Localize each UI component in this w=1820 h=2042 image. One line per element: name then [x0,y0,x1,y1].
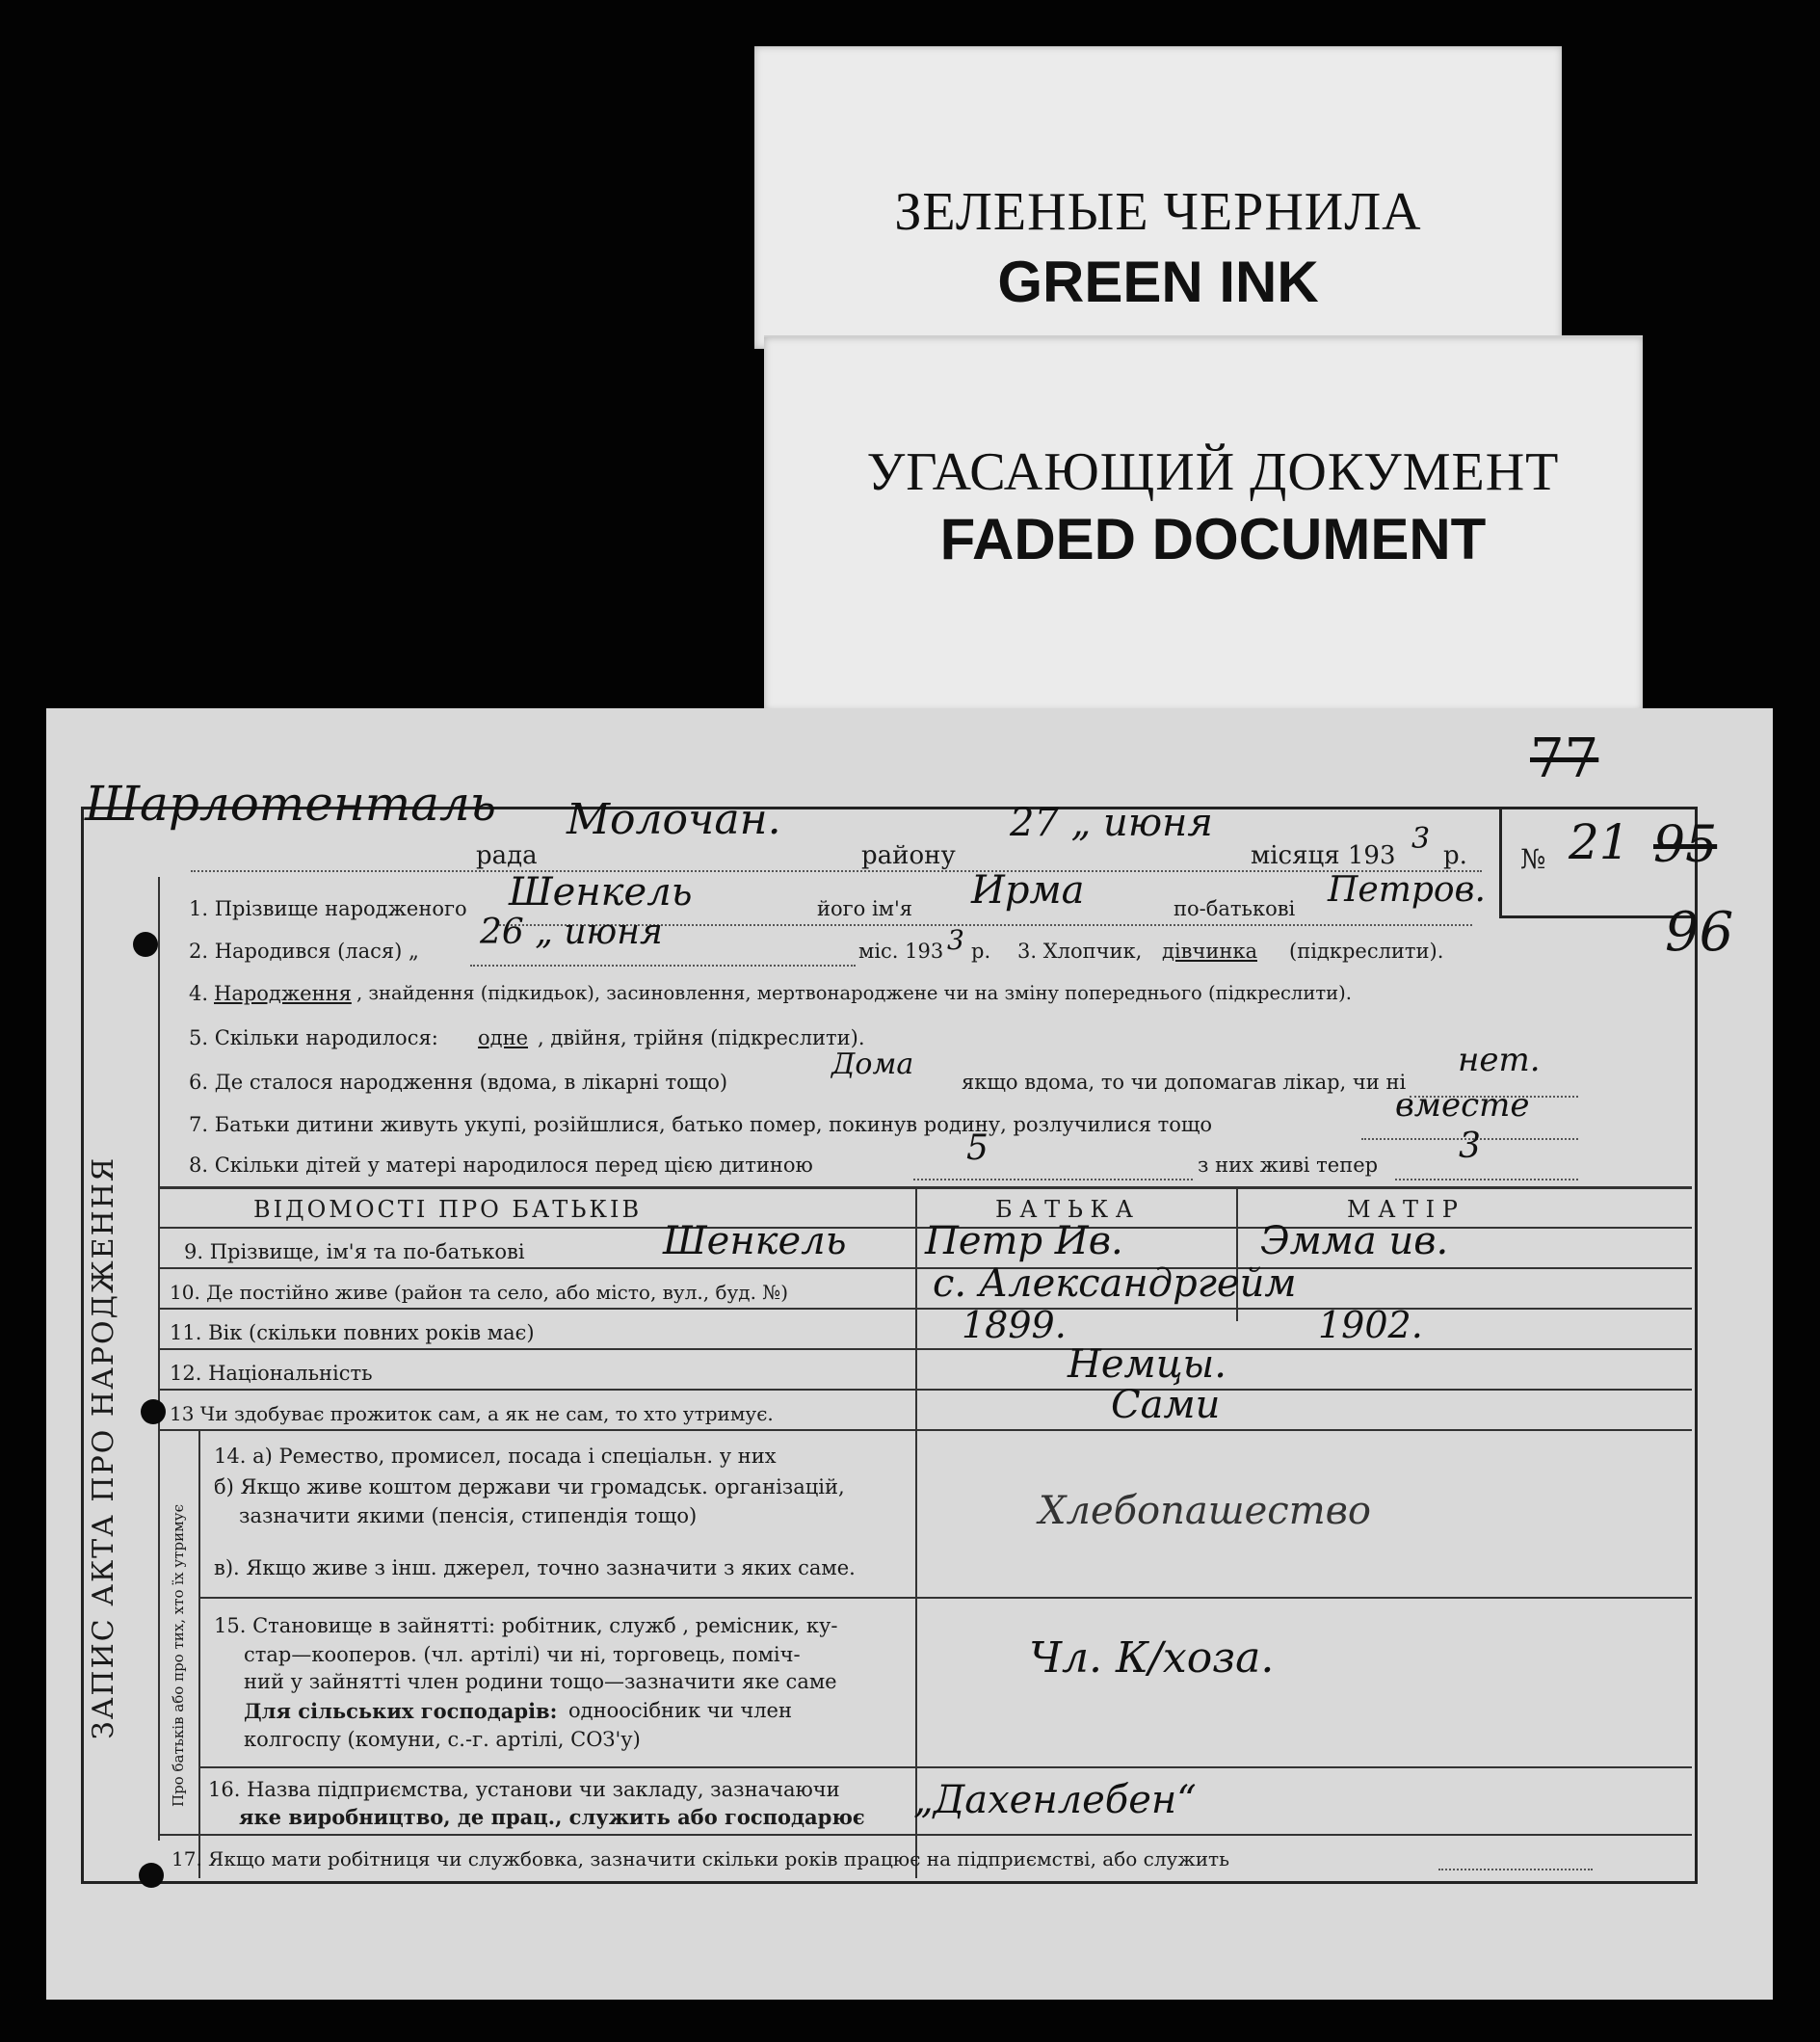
livelihood-value: Сами [1111,1383,1221,1427]
row17-underline [1438,1869,1593,1870]
row12-label: 12. Національність [170,1362,373,1385]
row6-label: 6. Де сталося народження (вдома, в лікарні тощо) [189,1071,728,1094]
row2-year-suffix: р. [971,940,991,963]
punch-hole [139,1863,164,1888]
row6-mid: якщо вдома, то чи допомагав лікар, чи ні [962,1071,1407,1094]
row5-single-underlined: одне [478,1026,528,1049]
faded-document-label-ru: УГАСАЮЩИЙ ДОКУМЕНТ [866,442,1560,502]
row16-2: яке виробництво, де прац., служить або господарює [239,1805,865,1829]
nationality-value: Немцы. [1068,1342,1227,1387]
child-patronymic: Петров. [1328,870,1486,910]
row15-3: ний у зайнятті член родини тощо—зазначити яке саме [244,1670,837,1693]
row4-birth-underlined: Народження [214,982,352,1005]
row9-line [158,1267,1692,1269]
row2-sex-suffix: (підкреслити). [1289,940,1444,963]
side-note: Про батьків або про тих, хто їх утримує [170,1504,187,1807]
row15-1: 15. Становище в зайнятті: робітник, служб , ремісник, ку- [214,1614,838,1637]
father-birth-year: 1899. [962,1304,1067,1346]
father-column-header: Б А Т Ь К А [995,1196,1133,1223]
parents-table-top [158,1186,1692,1189]
row14-line [198,1597,1692,1599]
row15-4b: одноосібник чи член [568,1699,792,1722]
faded-document-label-card [764,335,1643,711]
employment-status-value: Чл. К/хоза. [1029,1633,1275,1683]
row2-sex-prefix: 3. Хлопчик, [1017,940,1143,963]
rada-label: рада [476,841,538,870]
rayon-value: Молочан. [567,795,781,844]
row2-month-label: міс. 193 [858,940,944,963]
prior-children-count: 5 [966,1128,989,1168]
side-column-divider [158,877,160,1841]
parents-col-divider-1 [915,1186,917,1878]
header-underline [191,870,1482,872]
faded-document-label-en: FADED DOCUMENT [939,507,1487,571]
child-given-name: Ирма [971,868,1085,913]
row7-label: 7. Батьки дитини живуть укупі, розійшлися, батько помер, покинув родину, розлучилися тощо [189,1113,1213,1136]
father-name: Петр Ив. [925,1219,1123,1263]
header-day-value: 27 „ июня [1010,801,1213,845]
parents-status-value: вместе [1395,1086,1530,1125]
row15-5: колгоспу (комуни, с.-г. артілі, СОЗ'у) [244,1728,641,1751]
green-ink-label-ru: ЗЕЛЕНЫЕ ЧЕРНИЛА [894,182,1422,242]
row8-mid: з них живі тепер [1198,1154,1379,1177]
row17-label: 17. Якщо мати робітниця чи службовка, зазначити скільки років працює на підприємстві, або служить [171,1847,1229,1870]
parents-info-header: ВІДОМОСТІ ПРО БАТЬКІВ [253,1196,643,1223]
parents-surname: Шенкель [663,1219,847,1263]
punch-hole [133,932,158,957]
row2-label: 2. Народився (лася) „ [189,940,419,963]
row14-c: в). Якщо живе з інш. джерел, точно зазначити з яких саме. [214,1556,856,1579]
row8-underline-2 [1395,1179,1578,1180]
birth-record-form [46,708,1773,2000]
month-label: місяця 193 [1251,841,1396,870]
row2-sex-girl: дівчинка [1162,940,1257,963]
occupation-sub-divider [198,1429,200,1878]
row2-underline [470,965,856,967]
row12-line [158,1389,1692,1391]
children-alive-count: 3 [1459,1127,1481,1166]
row16-1: 16. Назва підприємства, установи чи закладу, зазначаючи [208,1778,840,1801]
birth-year-digit: 3 [947,924,964,956]
margin-number-96: 96 [1665,901,1734,964]
mother-column-header: М А Т І Р [1347,1196,1458,1223]
row15-line [198,1766,1692,1768]
crossed-archive-number: 77 [1530,728,1599,790]
row5-rest: , двійня, трійня (підкреслити). [538,1026,865,1049]
row8-label: 8. Скільки дітей у матері народилося перед цією дитиною [189,1154,813,1177]
mother-name: Эмма ив. [1260,1219,1449,1263]
birth-date-value: 26 „ июня [480,913,663,952]
row15-4: Для сільських господарів: [244,1699,558,1723]
row14-b2: зазначити якими (пенсія, стипендія тощо) [239,1504,698,1527]
row9-label: 9. Прізвище, ім'я та по-батькові [184,1240,525,1263]
mother-birth-year: 1902. [1318,1304,1423,1346]
row1-label: 1. Прізвище народженого [189,897,467,920]
punch-hole [141,1399,166,1424]
margin-number-95: 95 [1653,816,1718,874]
row1-given-label: його ім'я [817,897,913,920]
row16-line [158,1834,1692,1836]
rada-value: Шарлотенталь [85,776,497,832]
rayon-label: району [861,841,956,870]
child-surname: Шенкель [509,870,693,915]
row11-line [158,1348,1692,1350]
row5-prefix: 5. Скільки народилося: [189,1026,438,1049]
green-ink-label-en: GREEN INK [997,250,1319,314]
doctor-assist-value: нет. [1458,1041,1541,1079]
birth-place-value: Дома [831,1048,914,1081]
row13-line [158,1429,1692,1431]
row8-underline-1 [913,1179,1193,1180]
enterprise-value: „Дахенлебен“ [913,1778,1197,1822]
green-ink-label-card [754,46,1562,349]
row11-label: 11. Вік (скільки повних років має) [170,1321,535,1344]
row15-2: стар—кооперов. (чл. артілі) чи ні, торговець, поміч- [244,1643,801,1666]
row14-a: 14. а) Ремество, промисел, посада і спеціальн. у них [214,1445,777,1468]
row14-b1: б) Якщо живе коштом держави чи громадськ. організацій, [214,1475,845,1498]
row13-label: 13 Чи здобуває прожиток сам, а як не сам, то хто утримує. [170,1402,774,1425]
row4-num: 4. [189,982,209,1005]
occupation-value: Хлебопашество [1039,1489,1371,1533]
year-suffix: р. [1443,841,1467,870]
row1-patronymic-label: по-батькові [1174,897,1296,920]
header-year-digit: 3 [1411,822,1431,856]
side-title: ЗАПИС АКТА ПРО НАРОДЖЕННЯ [87,1155,120,1739]
number-label: № [1520,843,1546,875]
row10-line [158,1308,1692,1310]
record-number-value: 21 [1569,814,1630,870]
row4-rest: , знайдення (підкидьок), засиновлення, мертвонароджене чи на зміну попереднього (підкреслити). [356,982,1352,1004]
row10-label: 10. Де постійно живе (район та село, або місто, вул., буд. №) [170,1281,789,1304]
parents-residence: с. Александргейм [933,1261,1297,1306]
